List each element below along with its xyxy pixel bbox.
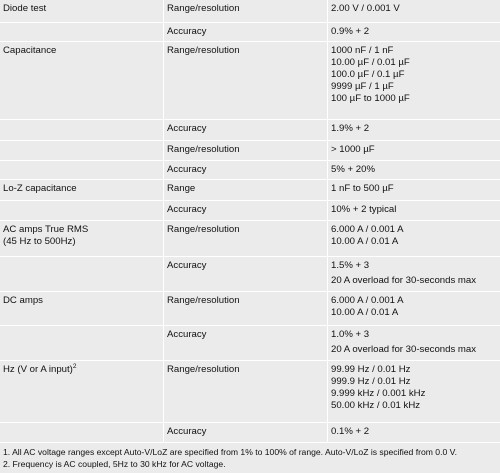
value-cell-text: 1000 nF / 1 nF — [331, 45, 394, 56]
value-cell — [328, 361, 500, 422]
spec-row — [0, 141, 500, 160]
value-cell-text: 10.00 A / 0.01 A — [331, 236, 399, 247]
value-cell-text: 10.00 A / 0.01 A — [331, 307, 399, 318]
parameter-cell-text: Lo-Z capacitance — [3, 183, 77, 194]
value-cell — [328, 180, 500, 200]
attribute-cell — [164, 326, 327, 360]
footnote-1: 1. All AC voltage ranges except Auto-V/LoZ are specified from 1% to 100% of range. Auto-V/LoZ is specified from 0.0 V. — [3, 447, 457, 457]
value-cell-text: 20 A overload for 30-seconds max — [331, 344, 477, 355]
value-cell-text: 10% + 2 typical — [331, 204, 397, 215]
parameter-cell — [0, 0, 163, 22]
attribute-cell-text: Accuracy — [167, 123, 207, 134]
value-cell — [328, 221, 500, 256]
attribute-cell-text: Accuracy — [167, 260, 207, 271]
attribute-cell — [164, 201, 327, 220]
spec-row — [0, 292, 500, 325]
parameter-cell — [0, 23, 163, 41]
value-cell — [328, 23, 500, 41]
spec-row — [0, 42, 500, 119]
attribute-cell-text: Accuracy — [167, 164, 207, 175]
parameter-cell-text: AC amps True RMS — [3, 224, 89, 235]
spec-row — [0, 257, 500, 291]
attribute-cell-text: Accuracy — [167, 426, 207, 437]
attribute-cell-text: Range/resolution — [167, 364, 240, 375]
parameter-cell — [0, 361, 163, 422]
value-cell — [328, 42, 500, 119]
attribute-cell — [164, 257, 327, 291]
parameter-cell — [0, 141, 163, 160]
value-cell-text: 999.9 Hz / 0.01 Hz — [331, 376, 411, 387]
value-cell — [328, 161, 500, 179]
parameter-cell-text: (45 Hz to 500Hz) — [3, 236, 76, 247]
value-cell-text: > 1000 µF — [331, 144, 375, 155]
attribute-cell-text: Accuracy — [167, 204, 207, 215]
parameter-cell — [0, 221, 163, 256]
value-cell-text: 1 nF to 500 µF — [331, 183, 394, 194]
attribute-cell-text: Range/resolution — [167, 224, 240, 235]
attribute-cell-text: Range/resolution — [167, 45, 240, 56]
attribute-cell-text: Range — [167, 183, 196, 194]
spec-row — [0, 180, 500, 200]
value-cell-text: 0.1% + 2 — [331, 426, 370, 437]
value-cell-text: 100 µF to 1000 µF — [331, 93, 410, 104]
footnote-ref: 2 — [72, 362, 77, 370]
value-cell — [328, 120, 500, 140]
value-cell-text: 2.00 V / 0.001 V — [331, 3, 400, 14]
value-cell-text: 6.000 A / 0.001 A — [331, 224, 404, 235]
value-cell-text: 9999 µF / 1 µF — [331, 81, 394, 92]
parameter-cell — [0, 326, 163, 360]
spec-row — [0, 326, 500, 360]
spec-row — [0, 0, 500, 22]
value-cell-text: 1.5% + 3 — [331, 260, 370, 271]
attribute-cell — [164, 120, 327, 140]
parameter-cell-text: Capacitance — [3, 45, 57, 56]
parameter-cell — [0, 292, 163, 325]
value-cell — [328, 257, 500, 291]
value-cell-text: 100.0 µF / 0.1 µF — [331, 69, 405, 80]
attribute-cell — [164, 292, 327, 325]
attribute-cell-text: Accuracy — [167, 26, 207, 37]
spec-row — [0, 361, 500, 422]
parameter-cell — [0, 42, 163, 119]
value-cell — [328, 326, 500, 360]
spec-row — [0, 423, 500, 442]
attribute-cell — [164, 23, 327, 41]
attribute-cell — [164, 141, 327, 160]
parameter-cell — [0, 120, 163, 140]
spec-row — [0, 120, 500, 140]
parameter-cell — [0, 423, 163, 442]
attribute-cell — [164, 221, 327, 256]
attribute-cell — [164, 0, 327, 22]
parameter-cell — [0, 180, 163, 200]
value-cell-text: 10.00 µF / 0.01 µF — [331, 57, 410, 68]
attribute-cell — [164, 423, 327, 442]
parameter-cell — [0, 257, 163, 291]
attribute-cell — [164, 361, 327, 422]
spec-row — [0, 161, 500, 179]
value-cell-text: 6.000 A / 0.001 A — [331, 295, 404, 306]
value-cell — [328, 292, 500, 325]
value-cell — [328, 0, 500, 22]
parameter-cell — [0, 161, 163, 179]
value-cell-text: 50.00 kHz / 0.01 kHz — [331, 400, 421, 411]
value-cell — [328, 201, 500, 220]
value-cell — [328, 141, 500, 160]
attribute-cell-text: Range/resolution — [167, 144, 240, 155]
footnote-2: 2. Frequency is AC coupled, 5Hz to 30 kHz for AC voltage. — [3, 459, 226, 469]
value-cell-text: 5% + 20% — [331, 164, 376, 175]
value-cell-text: 99.99 Hz / 0.01 Hz — [331, 364, 411, 375]
value-cell — [328, 423, 500, 442]
parameter-cell-text: Diode test — [3, 3, 47, 14]
value-cell-text: 9.999 kHz / 0.001 kHz — [331, 388, 426, 399]
value-cell-text: 20 A overload for 30-seconds max — [331, 275, 477, 286]
spec-row — [0, 221, 500, 256]
attribute-cell — [164, 180, 327, 200]
footnotes — [0, 443, 500, 473]
attribute-cell-text: Range/resolution — [167, 3, 240, 14]
spec-row — [0, 23, 500, 41]
attribute-cell — [164, 42, 327, 119]
attribute-cell — [164, 161, 327, 179]
value-cell-text: 1.0% + 3 — [331, 329, 370, 340]
attribute-cell-text: Range/resolution — [167, 295, 240, 306]
spec-row — [0, 201, 500, 220]
attribute-cell-text: Accuracy — [167, 329, 207, 340]
value-cell-text: 1.9% + 2 — [331, 123, 370, 134]
parameter-cell-text: Hz (V or A input)$^2$ — [3, 362, 77, 375]
parameter-cell — [0, 201, 163, 220]
value-cell-text: 0.9% + 2 — [331, 26, 370, 37]
parameter-cell-text: DC amps — [3, 295, 43, 306]
